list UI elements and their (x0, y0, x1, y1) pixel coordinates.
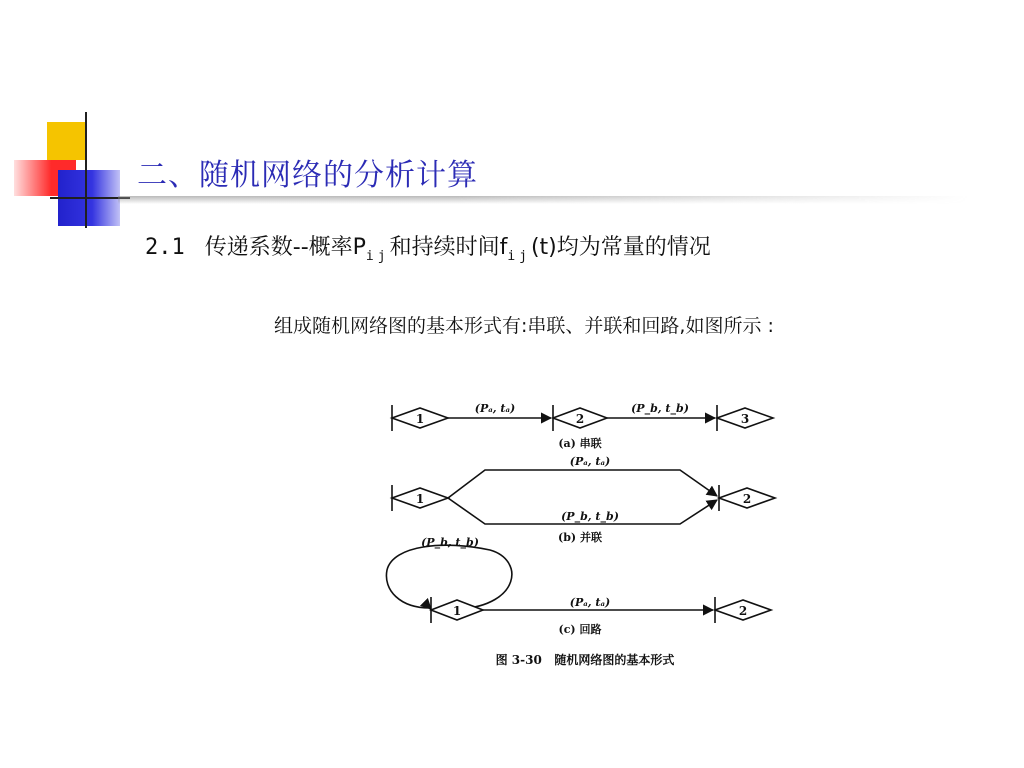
section-text-part2: 和持续时间f (389, 235, 508, 260)
node-label: 1 (415, 492, 425, 506)
caption-parallel: (b) 并联 (558, 531, 602, 544)
title-underline (118, 196, 968, 204)
edge-label: (Pₐ, tₐ) (474, 402, 516, 415)
section-number: 2.1 (145, 235, 185, 260)
edge-label: (P_b, t_b) (631, 402, 689, 415)
subscript-ij-1: ij (365, 249, 390, 264)
decor-vertical-line (85, 112, 87, 228)
loop-arc (386, 545, 511, 609)
loop-edge-label: (P_b, t_b) (421, 536, 479, 549)
node-label: 2 (575, 412, 585, 426)
edge-label: (Pₐ, tₐ) (569, 596, 611, 609)
decor-yellow-square (47, 122, 87, 160)
slide-title: 二、随机网络的分析计算 (137, 158, 478, 193)
edge-label: (P_b, t_b) (561, 510, 619, 523)
node-label: 3 (740, 412, 750, 426)
caption-series: (a) 串联 (558, 437, 602, 450)
node-label: 1 (415, 412, 425, 426)
node-label: 2 (742, 492, 752, 506)
section-text-part3: (t)均为常量的情况 (530, 235, 711, 260)
section-heading (145, 230, 711, 264)
edge-arrow-top (448, 470, 717, 498)
subscript-ij-2: ij (507, 249, 531, 264)
node-label: 1 (452, 604, 462, 618)
loop-network (386, 545, 771, 623)
network-diagram (375, 390, 795, 680)
edge-label: (Pₐ, tₐ) (569, 455, 611, 468)
description-text: 组成随机网络图的基本形式有:串联、并联和回路,如图所示 : (274, 315, 774, 337)
caption-loop: (c) 回路 (558, 623, 602, 636)
figure-caption: 图 3-30 随机网络图的基本形式 (495, 653, 675, 667)
section-text-part1: 传递系数--概率P (204, 235, 366, 260)
node-label: 2 (738, 604, 748, 618)
